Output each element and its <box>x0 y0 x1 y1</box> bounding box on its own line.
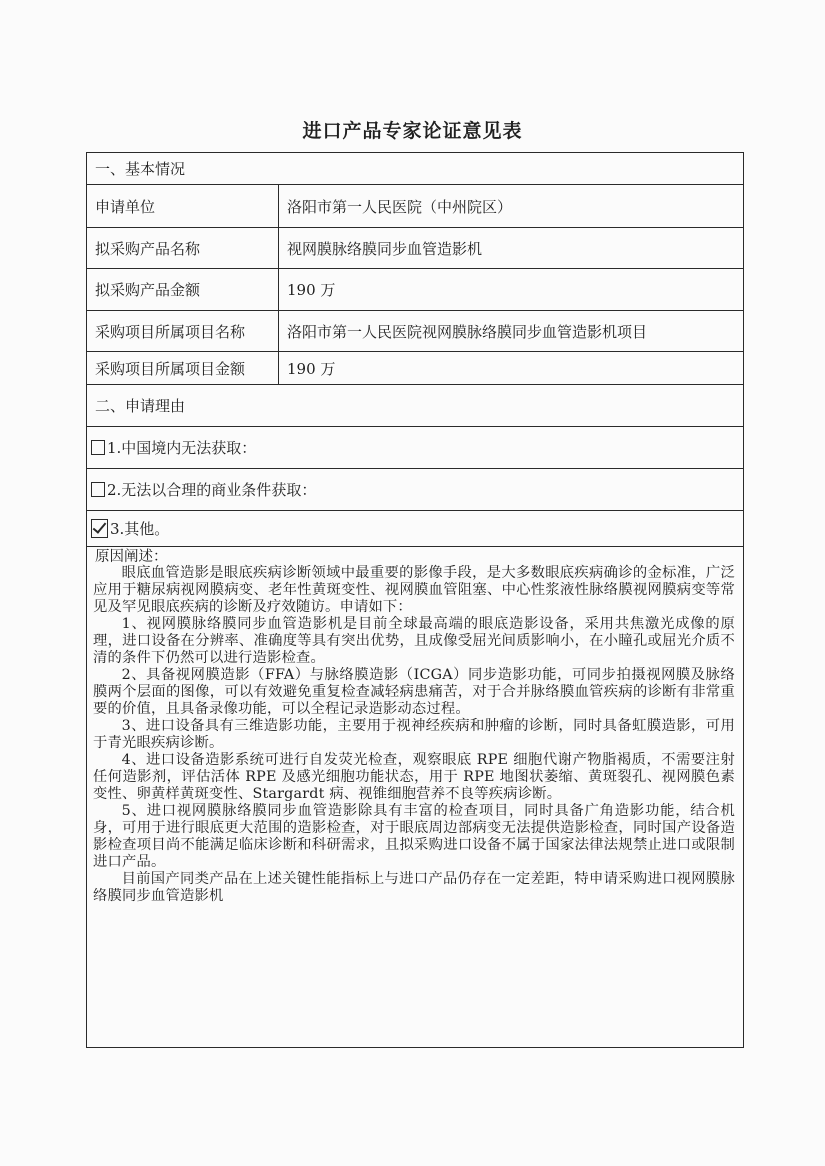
table-row <box>87 185 743 228</box>
reason-paragraph: 5、进口视网膜脉络膜同步血管造影除具有丰富的检查项目，同时具备广角造影功能，结合机身，可用于进行眼底更大范围的造影检查，对于眼底周边部病变无法提供造影检查，同时国产设备造影检查项目尚不能满足临床诊断和科研需求，且拟采购进口设备不属于国家法律法规禁止进口或限制进口产品。 <box>93 803 735 870</box>
reason-section <box>93 549 735 905</box>
option-row <box>87 427 743 469</box>
checkbox-checked[interactable] <box>91 519 108 538</box>
row-label: 采购项目所属项目名称 <box>87 311 279 351</box>
reason-paragraph: 眼底血管造影是眼底疾病诊断领域中最重要的影像手段，是大多数眼底疾病确诊的金标准，广泛应用于糖尿病视网膜病变、老年性黄斑变性、视网膜血管阻塞、中心性浆液性脉络膜视网膜病变等常见及罕见眼底疾病的诊断及疗效随访。申请如下： <box>93 565 735 615</box>
section-heading: 一、基本情况 <box>95 160 186 178</box>
reason-paragraph: 4、进口设备造影系统可进行自发荧光检查，观察眼底 RPE 细胞代谢产物脂褐质，不需要注射任何造影剂，评估活体 RPE 及感光细胞功能状态，用于 RPE 地图状萎缩、黄斑裂孔、视网膜色素变性、卵黄样黄斑变性、Stargardt 病、视锥细胞营养不良等疾病诊断。 <box>93 752 735 802</box>
row-value: 视网膜脉络膜同步血管造影机 <box>287 239 483 258</box>
table-row <box>87 352 743 385</box>
row-label: 申请单位 <box>87 185 279 227</box>
section-reasons <box>87 385 743 427</box>
row-value: 190 万 <box>287 281 336 299</box>
row-value: 洛阳市第一人民医院视网膜脉络膜同步血管造影机项目 <box>287 322 648 341</box>
row-label: 拟采购产品名称 <box>87 228 279 268</box>
table-row <box>87 228 743 269</box>
reason-paragraph: 1、视网膜脉络膜同步血管造影机是目前全球最高端的眼底造影设备，采用共焦激光成像的原理，进口设备在分辨率、准确度等具有突出优势，且成像受屈光间质影响小，在小瞳孔或屈光介质不清的条件下仍然可以进行造影检查。 <box>93 616 735 666</box>
checkbox-unchecked[interactable] <box>91 440 105 455</box>
page-title: 进口产品专家论证意见表 <box>302 120 523 142</box>
section-heading: 二、申请理由 <box>95 397 186 415</box>
row-value: 190 万 <box>287 359 336 378</box>
option-label: 3.其他。 <box>110 520 170 538</box>
form-table <box>86 152 744 1048</box>
reason-paragraph: 3、进口设备具有三维造影功能，主要用于视神经疾病和肿瘤的诊断，同时具备虹膜造影，可用于青光眼疾病诊断。 <box>93 718 735 751</box>
checkbox-unchecked[interactable] <box>91 482 105 497</box>
option-label: 1.中国境内无法获取： <box>107 439 257 457</box>
row-label: 采购项目所属项目金额 <box>87 352 279 384</box>
row-value: 洛阳市第一人民医院（中州院区） <box>287 197 513 216</box>
table-row <box>87 311 743 352</box>
section-basic-info <box>87 153 743 185</box>
option-row <box>87 469 743 511</box>
reason-heading: 原因阐述： <box>95 549 168 565</box>
row-label: 拟采购产品金额 <box>87 269 279 310</box>
option-label: 2.无法以合理的商业条件获取： <box>107 481 317 499</box>
reason-paragraph: 目前国产同类产品在上述关键性能指标上与进口产品仍存在一定差距，特申请采购进口视网膜脉络膜同步血管造影机 <box>93 871 735 904</box>
table-row <box>87 269 743 311</box>
reason-paragraph: 2、具备视网膜造影（FFA）与脉络膜造影（ICGA）同步造影功能，可同步拍摄视网膜及脉络膜两个层面的图像，可以有效避免重复检查减轻病患痛苦，对于合并脉络膜血管疾病的诊断有非常重要的价值，且具备录像功能，可以全程记录造影动态过程。 <box>93 667 735 717</box>
option-row <box>87 511 743 547</box>
